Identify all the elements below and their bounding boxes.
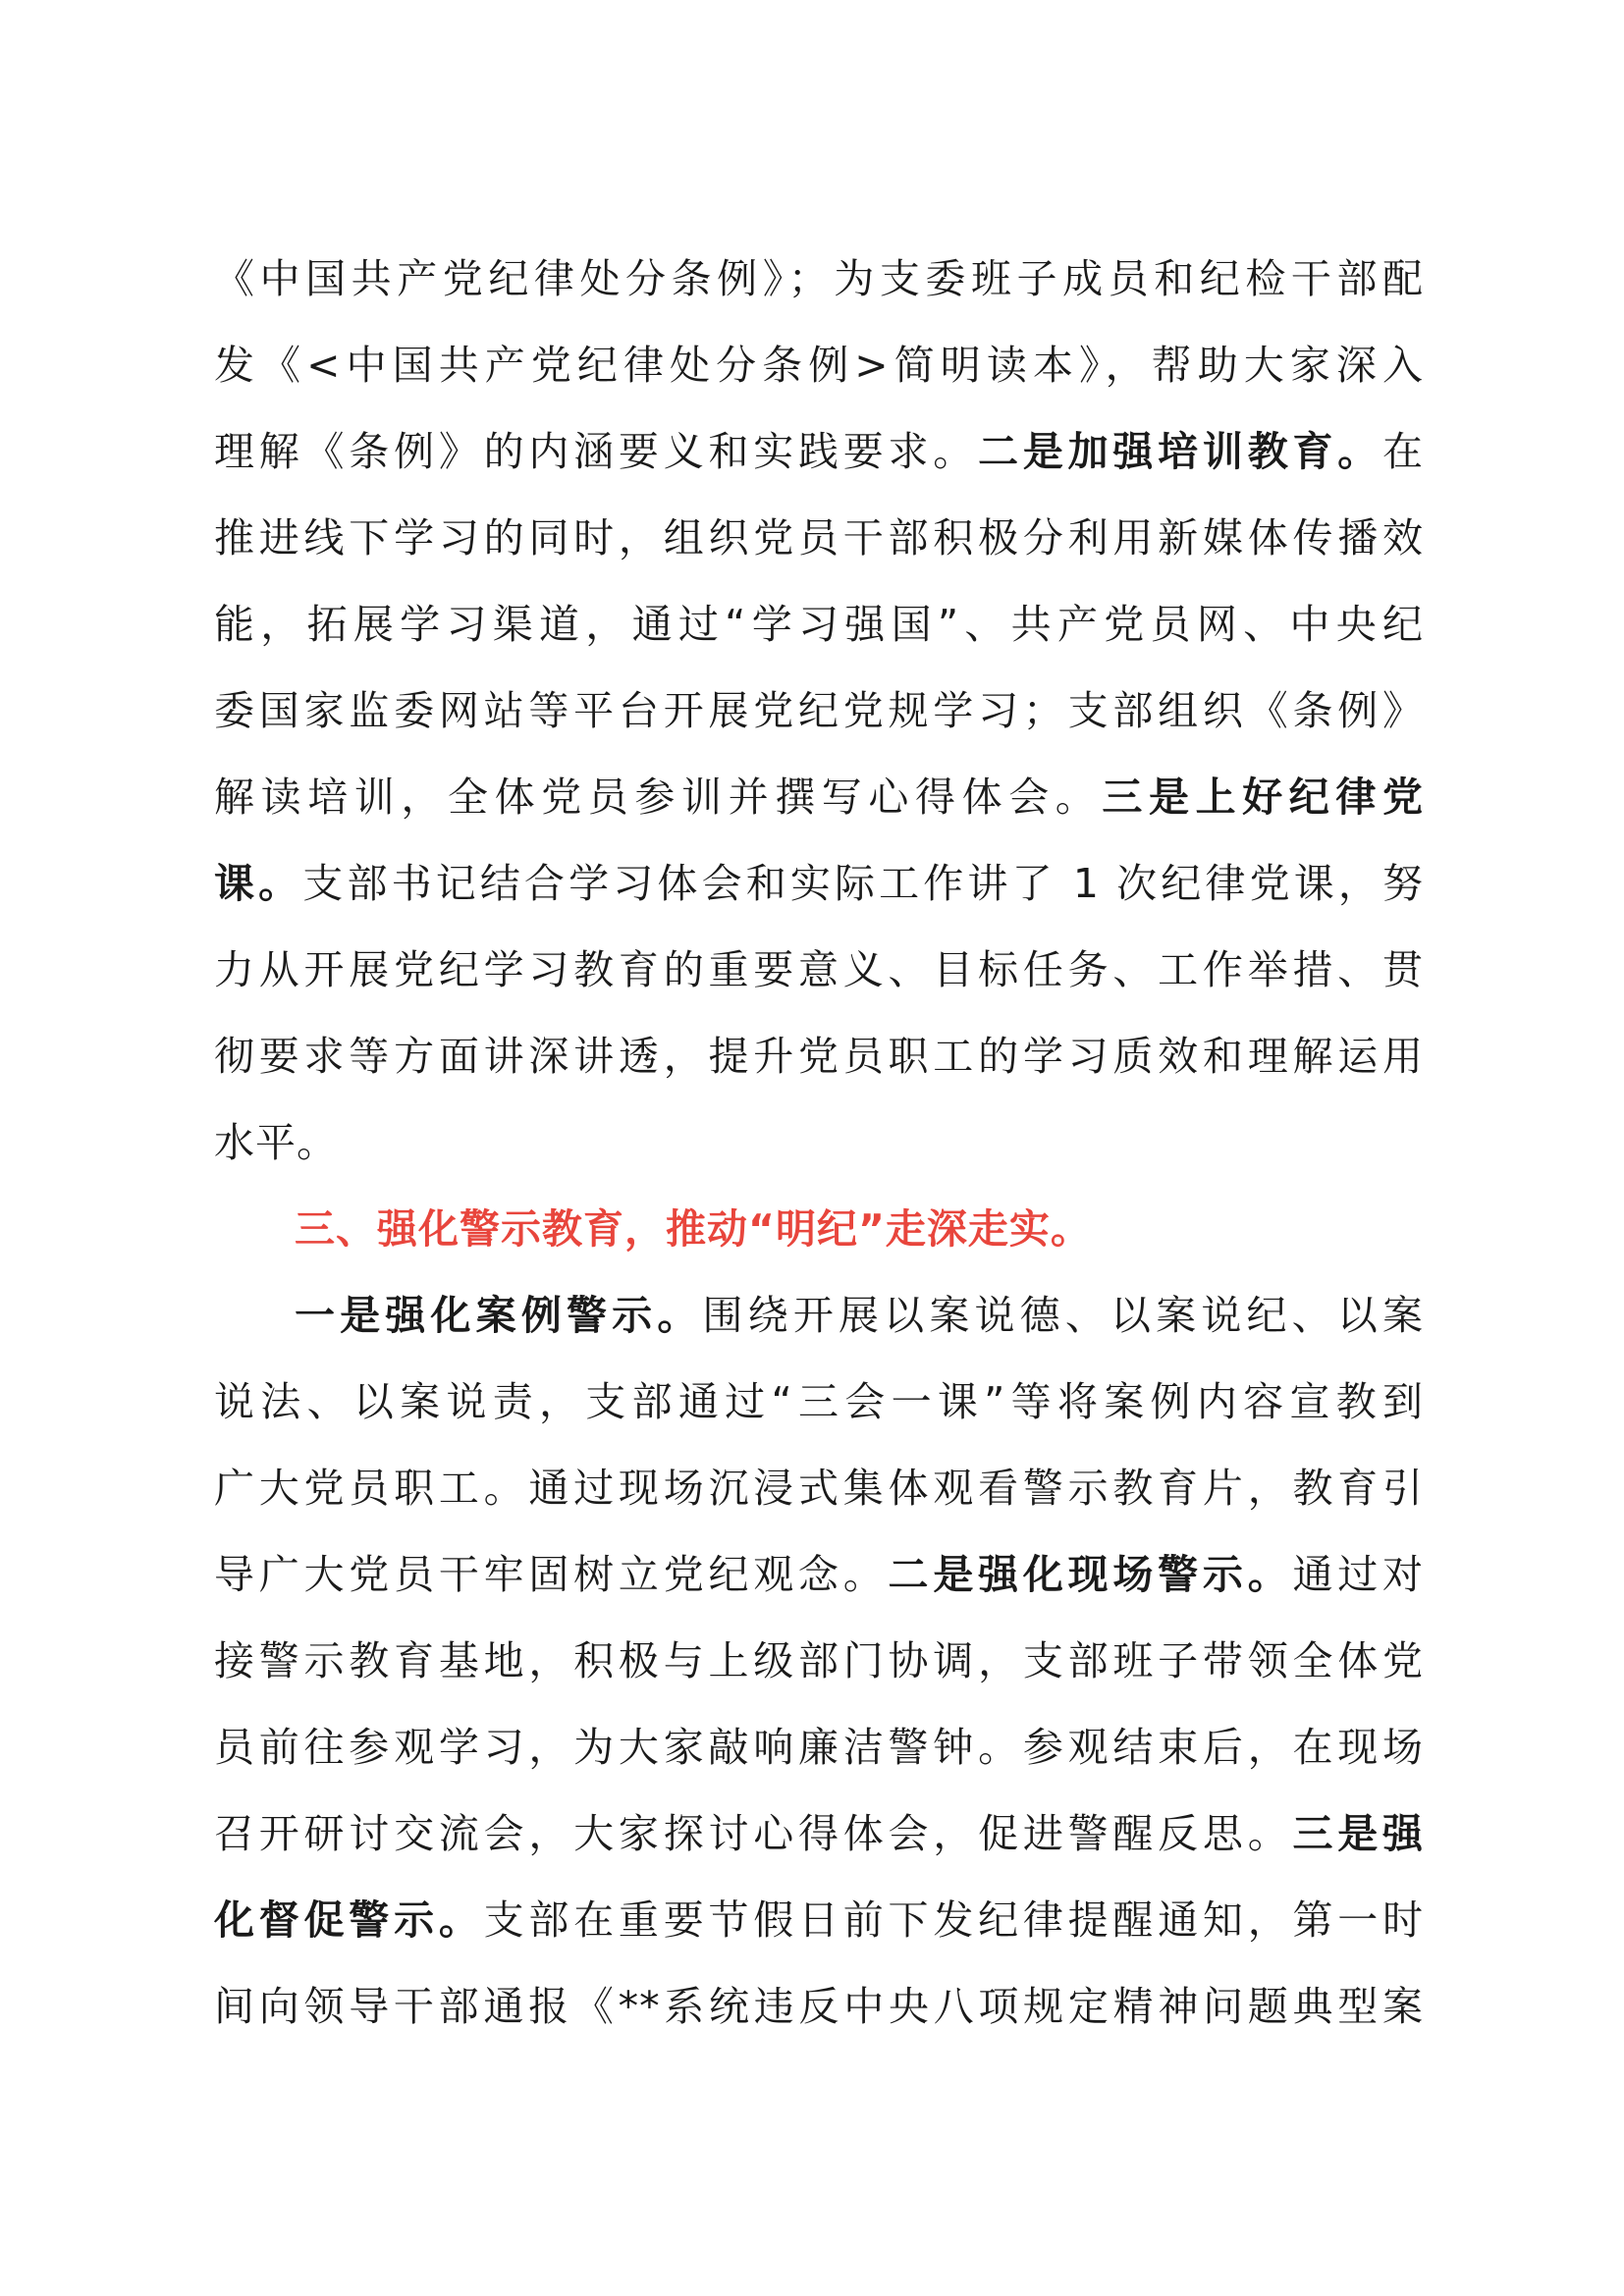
text-run: 在: [1382, 428, 1425, 475]
bold-lead-phrase: 二是强化现场警示。: [888, 1551, 1293, 1598]
paragraph-line: [214, 581, 1424, 667]
paragraph-line: [214, 322, 1424, 408]
text-run: 间向领导干部通报《**系统违反中央八项规定精神问题典型案: [214, 1983, 1424, 2030]
paragraph-line: [214, 408, 1424, 495]
paragraph-line: [214, 927, 1424, 1013]
paragraph-line: [214, 1445, 1424, 1531]
text-run: 接警示教育基地，积极与上级部门协调，支部班子带领全体党: [214, 1637, 1424, 1684]
paragraph-line: [214, 840, 1424, 927]
paragraph-line: [214, 1877, 1424, 1963]
paragraph-line: [214, 1013, 1424, 1099]
paragraph-line: [214, 1790, 1424, 1877]
text-run: 委国家监委网站等平台开展党纪党规学习；支部组织《条例》: [214, 687, 1424, 734]
text-run: 说法、以案说责，支部通过“三会一课”等将案例内容宣教到: [214, 1378, 1424, 1425]
text-run: 支部在重要节假日前下发纪律提醒通知，第一时: [483, 1896, 1425, 1944]
text-run: 召开研讨交流会，大家探讨心得体会，促进警醒反思。: [214, 1810, 1293, 1857]
bold-lead-phrase: 二是加强培训教育。: [978, 428, 1383, 475]
bold-lead-phrase: 课。: [214, 860, 303, 907]
text-run: 推进线下学习的同时，组织党员干部积极分利用新媒体传播效: [214, 514, 1424, 561]
text-run: 能，拓展学习渠道，通过“学习强国”、共产党员网、中央纪: [214, 601, 1424, 648]
paragraph-line: [214, 1963, 1424, 2050]
text-run: 水平。: [214, 1119, 338, 1166]
bold-lead-phrase: 一是强化案例警示。: [295, 1292, 703, 1339]
text-run: 彻要求等方面讲深讲透，提升党员职工的学习质效和理解运用: [214, 1033, 1424, 1080]
section-heading: [295, 1186, 1092, 1272]
bold-lead-phrase: 三是上好纪律党: [1102, 774, 1425, 821]
text-run: 围绕开展以案说德、以案说纪、以案: [702, 1292, 1424, 1339]
paragraph-line: [214, 1099, 338, 1186]
paragraph-line: [214, 667, 1424, 754]
bold-lead-phrase: 化督促警示。: [214, 1896, 484, 1944]
paragraph-line: [214, 1618, 1424, 1704]
paragraph-line: [214, 495, 1424, 581]
text-run: 发《<中国共产党纪律处分条例>简明读本》，帮助大家深入: [214, 342, 1424, 389]
text-run: 通过对: [1292, 1551, 1425, 1598]
text-run: 支部书记结合学习体会和实际工作讲了 1 次纪律党课，努: [302, 860, 1425, 907]
text-run: 理解《条例》的内涵要义和实践要求。: [214, 428, 979, 475]
text-run: 力从开展党纪学习教育的重要意义、目标任务、工作举措、贯: [214, 946, 1424, 993]
paragraph-line: [214, 1704, 1424, 1790]
text-run: 导广大党员干牢固树立党纪观念。: [214, 1551, 889, 1598]
paragraph-line: [214, 1531, 1424, 1618]
text-run: 广大党员职工。通过现场沉浸式集体观看警示教育片，教育引: [214, 1465, 1424, 1512]
text-run: 《中国共产党纪律处分条例》；为支委班子成员和纪检干部配: [214, 255, 1424, 302]
paragraph-line: [214, 1359, 1424, 1445]
text-run: 解读培训，全体党员参训并撰写心得体会。: [214, 774, 1103, 821]
section-heading-text: 三、强化警示教育，推动“明纪”走深走实。: [295, 1205, 1092, 1253]
text-run: 员前往参观学习，为大家敲响廉洁警钟。参观结束后，在现场: [214, 1724, 1424, 1771]
bold-lead-phrase: 三是强: [1292, 1810, 1425, 1857]
paragraph-line: [214, 236, 1424, 322]
paragraph-line: [295, 1272, 1424, 1359]
paragraph-line: [214, 754, 1424, 840]
